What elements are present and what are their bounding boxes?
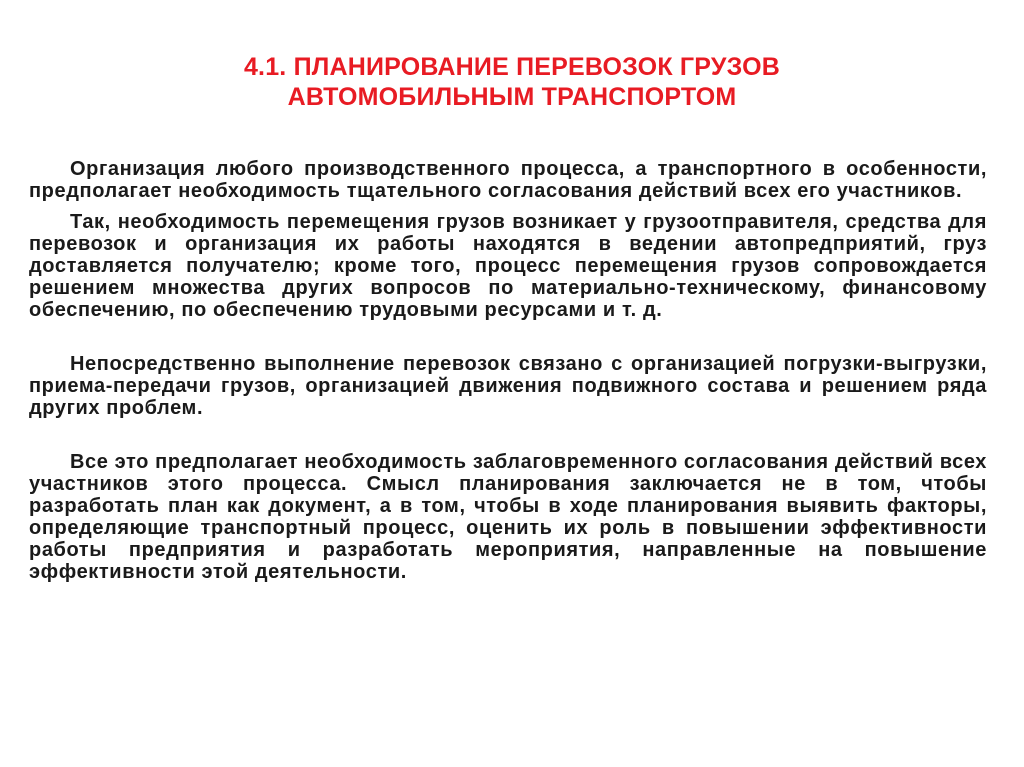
slide-title: [40, 52, 984, 112]
paragraph-cargo-movement: Так, необходимость перемещения грузов возникает у грузоотправителя, средства для перевозок и организация их работы находятся в ведении автопредприятий, груз доставляется получателю; кроме того, процесс перемещения грузов сопровождается решением множества других вопросов по материально-техническому, финансовому обеспечению, по обеспечению трудовыми ресурсами и т. д.: [29, 211, 987, 321]
paragraph-planning-meaning: Все это предполагает необходимость заблаговременного согласования действий всех участников этого процесса. Смысл планирования заключается не в том, чтобы разработать план как документ, а в том, чтобы в ходе планирования выявить факторы, определяющие транспортный процесс, оценить их роль в повышении эффективности работы предприятия и разработать мероприятия, направленные на повышение эффективности этой деятельности.: [29, 451, 987, 583]
slide-title-line-1: 4.1. ПЛАНИРОВАНИЕ ПЕРЕВОЗОК ГРУЗОВ: [243, 53, 781, 81]
paragraph-coordination: Организация любого производственного процесса, а транспортного в особенности, предполагает необходимость тщательного согласования действий всех его участников.: [29, 158, 987, 202]
paragraph-direct-execution: Непосредственно выполнение перевозок связано с организацией погрузки-выгрузки, приема-передачи грузов, организацией движения подвижного состава и решением ряда других проблем.: [29, 353, 987, 419]
slide-title-line-2: АВТОМОБИЛЬНЫМ ТРАНСПОРТОМ: [287, 83, 737, 111]
slide-body: [29, 158, 987, 583]
